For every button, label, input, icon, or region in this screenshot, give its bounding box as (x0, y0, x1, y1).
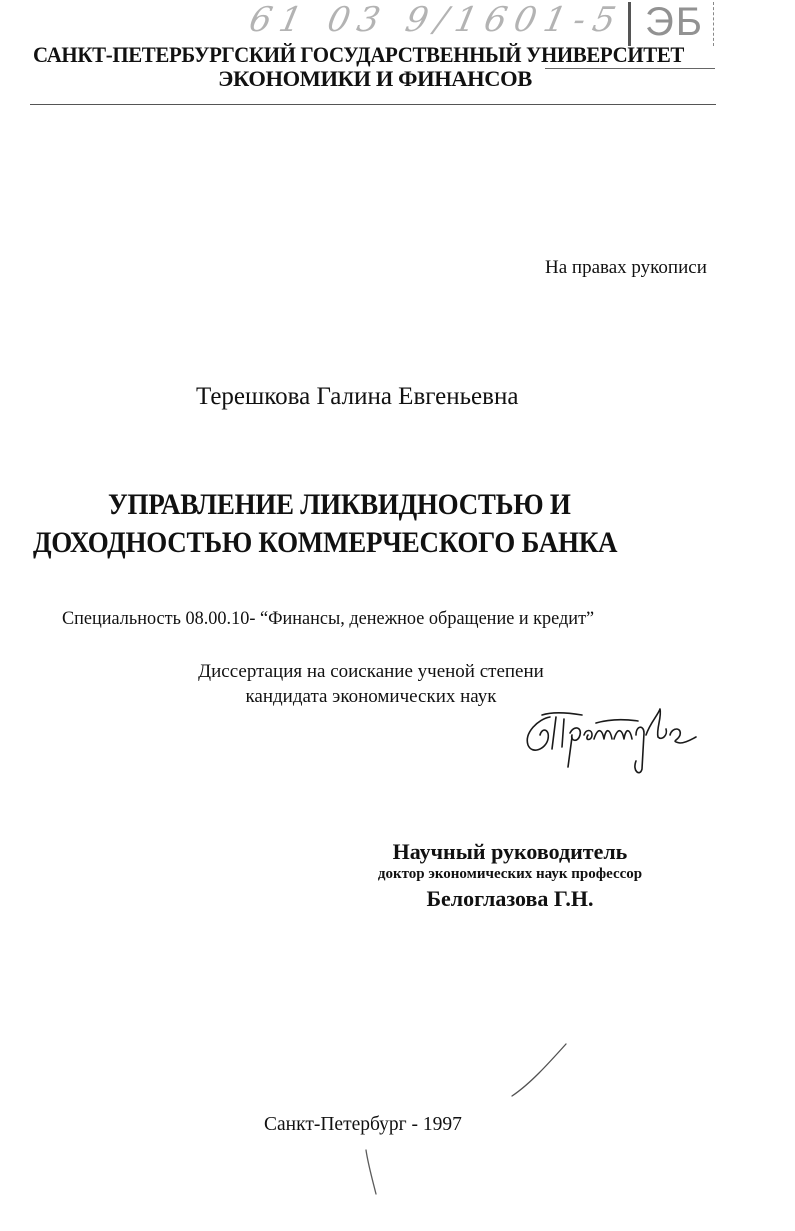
city-year: Санкт-Петербург - 1997 (264, 1114, 462, 1135)
supervisor-name: Белоглазова Г.Н. (426, 886, 594, 911)
header-divider (30, 104, 716, 105)
dissertation-title-line2: ДОХОДНОСТЬЮ КОММЕРЧЕСКОГО БАНКА (33, 526, 618, 559)
stamp-text: ЭБ (645, 0, 704, 44)
pencil-mark (510, 1040, 570, 1100)
manuscript-note: На правах рукописи (545, 257, 707, 278)
specialty-line: Специальность 08.00.10- “Финансы, денежное обращение и кредит” (62, 608, 595, 629)
supervisor-heading: Научный руководитель (392, 839, 628, 864)
degree-line1: Диссертация на соискание ученой степени (198, 661, 544, 682)
library-stamp (628, 2, 714, 46)
handwritten-archive-number: 61 03 9/1601-5 (245, 0, 628, 40)
author-signature (520, 705, 710, 775)
degree-line2: кандидата экономических наук (245, 686, 497, 707)
university-name-line1: САНКТ-ПЕТЕРБУРГСКИЙ ГОСУДАРСТВЕННЫЙ УНИВЕРСИТЕТ (33, 42, 684, 67)
author-name: Терешкова Галина Евгеньевна (196, 383, 519, 410)
dissertation-title-line1: УПРАВЛЕНИЕ ЛИКВИДНОСТЬЮ И (108, 488, 571, 521)
supervisor-degree: доктор экономических наук профессор (377, 866, 643, 882)
pencil-mark (362, 1148, 382, 1198)
university-name-line2: ЭКОНОМИКИ И ФИНАНСОВ (218, 66, 532, 91)
